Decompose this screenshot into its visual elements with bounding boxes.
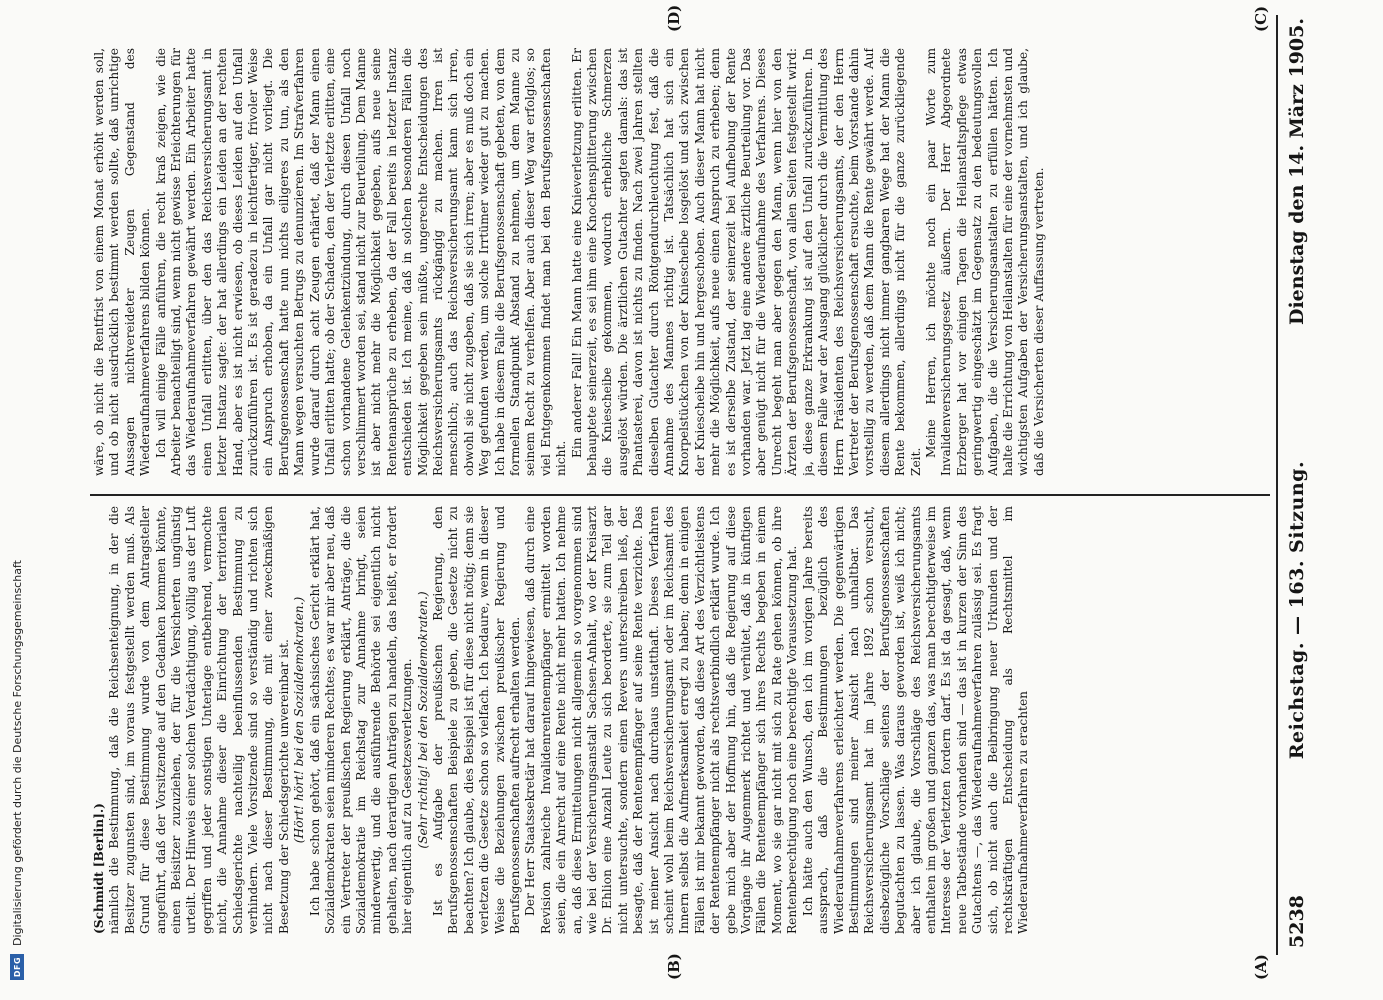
margin-letter-c: (C): [1252, 5, 1270, 32]
dfg-logo: DFG: [10, 954, 24, 980]
digitization-credit: [8, 20, 26, 980]
paragraph: Ein anderer Fall! Ein Mann hatte eine Knieverletzung erlitten. Er behauptete seinerzeit, es sei ihm eine Knochensplitterung zwischen die Kniescheibe gekommen, wodurch erhebliche Schmerzen ausgelöst würden. Die ärztlichen Gutachter sagten damals: das ist Phantasterei, davon ist nichts zu finden. Nach zwei Jahren stellten dieselben Gutachter durch Röntgendurchleuchtung fest, daß die Annahme des Mannes richtig ist. Tatsächlich hat sich ein Knorpelstückchen von der Kniescheibe losgelöst und sich zwischen der Kniescheibe hin und hergeschoben. Auch dieser Mann hat nicht mehr die Möglichkeit, aufs neue einen Anspruch zu erheben; denn es ist derselbe Zustand, der seinerzeit bei Aufhebung der Rente vorhanden war. Jetzt lag eine andere ärztliche Beurteilung vor. Das aber genügt nicht für die Wiederaufnahme des Verfahrens. Dieses Unrecht begeht man aber gegen den Mann, wenn hier von den Ärzten der Berufsgenossenschaft, von allen Seiten festgestellt wird: ja, diese ganze Erkrankung ist auf den Unfall zurückzuführen. In diesem Falle war der Ausgang glücklicher durch die Vermittlung des Herrn Präsidenten des Reichsversicherungsamts, der den Herrn Vertreter der Berufsgenossenschaft ersuchte, beim Vorstande dahin vorstellig zu werden, daß dem Mann die Rente gewährt werde. Auf diesem allerdings nicht immer gangbaren Wege hat der Mann die Rente bekommen, allerdings nicht für die ganze zurückliegende Zeit.: [569, 48, 923, 476]
paragraph: wäre, ob nicht die Rentfrist von einem Monat erhöht werden soll, und ob nicht ausdrücklich bestimmt werden sollte, daß unrichtige Aussagen nichtvereideter Zeugen Gegenstand des Wiederaufnahmeverfahrens bilden können.: [92, 48, 153, 476]
speaker-tag: (Schmidt [Berlin].): [92, 803, 106, 934]
paragraph: Ich habe schon gehört, daß ein sächsisches Gericht erklärt hat, Sozialdemokraten seien minderen Rechtes; es war mir aber neu, daß ein Vertreter der preußischen Regierung erklärt, Anträge, die die Sozialdemokratie im Reichstag zur Annahme bringt, seien minderwertig, und die ausführende Behörde sei eigentlich nicht gehalten, nach derartigen Anträgen zu handeln, das heißt, er fordert hier eigentlich auf zu Gesetzesverletzungen.: [307, 506, 415, 934]
page-number: 5238: [1286, 895, 1308, 948]
paragraph: Meine Herren, ich möchte noch ein paar Worte zum Invalidenversicherungsgesetz äußern. Der Herr Abgeordnete Erzberger hat vor einigen Tagen die Heilanstaltspflege etwas geringwertig eingeschätzt im Gegensatz zu den bedeutungsvollen Aufgaben, die die Versicherungsanstalten zu erfüllen hätten. Ich halte die Errichtung von Heilanstalten für eine der vornehmsten und wichtigsten Aufgaben der Versicherungsanstalten, und ich glaube, daß die Versicherten dieser Auffassung vertreten.: [923, 48, 1046, 476]
margin-letter-a: (A): [1252, 954, 1270, 980]
column-divider: [90, 494, 1270, 496]
text-column-second: [92, 48, 1270, 476]
session-title: Reichstag. — 163. Sitzung.: [1286, 460, 1308, 760]
session-date: Dienstag den 14. März 1905.: [1286, 18, 1308, 326]
credit-text: Digitalisierung gefördert durch die Deutsche Forschungsgemeinschaft: [10, 560, 24, 946]
header-rule: [1276, 15, 1278, 955]
paragraph: Der Herr Staatssekretär hat darauf hingewiesen, daß durch eine Revision zahlreiche Invalidenrentenempfänger ermittelt worden seien, die ein Anrecht auf eine Rente nicht mehr hatten. Ich nehme an, daß diese Ermittelungen nicht allgemein so vorgenommen sind wie bei der Versicherungsanstalt Sachsen-Anhalt, wo der Kreisarzt Dr. Ehlion eine Anzahl Leute zu sich beorderte, sie zum Teil gar nicht untersuchte, sondern einen Revers unterschreiben ließ, der besagte, daß der Rentenempfänger auf seine Rente verzichte. Das ist meiner Ansicht nach durchaus unstatthaft. Dieses Verfahren scheint wohl beim Reichsversicherungsamt oder im Reichsamt des Innern selbst die Aufmerksamkeit erregt zu haben; denn in einigen Fällen ist mir bekannt geworden, daß diese Art des Verzichtleistens der Rentenempfänger nicht als rechtsverbindlich erklärt wurde. Ich gebe mich aber der Hoffnung hin, daß die Regierung auf diese Vorgänge ihr Augenmerk richtet und verhütet, daß in künftigen Fällen die Rentenempfänger sich ihres Rechts begeben in einem Moment, wo sie gar nicht mit sich zu Rate gehen können, ob ihre Rentenberechtigung noch eine berechtigte Voraussetzung hat.: [523, 506, 800, 934]
paragraph: Ich hätte auch den Wunsch, den ich im vorigen Jahre bereits aussprach, daß die Bestimmungen bezüglich des Wiederaufnahmeverfahrens erleichtert werden. Die gegenwärtigen Bestimmungen sind meiner Ansicht nach unhaltbar. Das Reichsversicherungsamt hat im Jahre 1892 schon versucht, diesbezügliche Vorschläge seitens der Berufsgenossenschaften begutachten zu lassen. Was daraus geworden ist, weiß ich nicht; aber ich glaube, die Vorschläge des Reichsversicherungsamts enthalten im großen und ganzen das, was man berechtigterweise im Interesse der Verletzten fordern darf. Es ist da gesagt, daß, wenn neue Tatbestände vorhanden sind — das ist in kurzen der Sinn des Gutachtens —, das Wiederaufnahmeverfahren zulässig sei. Es fragt sich, ob nicht auch die Beibringung neuer Urkunden und der rechtskräftigen Entscheidung als Rechtsmittel im Wiederaufnahmeverfahren zu erachten: [800, 506, 1031, 934]
paragraph: nämlich die Bestimmung, daß die Reichsenteignung, in der die Besitzer zugunsten sind, im voraus festgestellt werden muß. Als Grund für diese Bestimmung wurde von dem Antragsteller angeführt, daß der Vorsitzende auf den Gedanken kommen könnte, einen Beisitzer zuzuziehen, der für die Versicherten ungünstig urteilt. Der Hinweis einer solchen Verdächtigung, völlig aus der Luft gegriffen und jeder sonstigen Unterlage entbehrend, vermochte nicht, die Annahme dieser die Einrichtung der territorialen Schiedsgerichte nachteilig beeinflussenden Bestimmung zu verhindern. Viele Vorsitzende sind so verständig und richten sich nicht nach dieser Bestimmung, die mit einer zweckmäßigen Besetzung der Schiedsgerichte unvereinbar ist.: [107, 506, 291, 934]
stage-direction: (Hört! hört! bei den Sozialdemokraten.): [292, 596, 307, 844]
stage-direction: (Sehr richtig! bei den Sozialdemokraten.): [415, 591, 430, 849]
paragraph: Ich will einige Fälle anführen, die recht kraß zeigen, wie die Arbeiter benachteiligt sind, wenn nicht gewisse Erleichterungen für das Wiederaufnahmeverfahren gewährt werden. Ein Arbeiter hatte einen Unfall erlitten, über den das Reichsversicherungsamt in letzter Instanz sagte: der hat allerdings ein Leiden an der rechten Hand, aber es ist nicht erwiesen, ob dieses Leiden auf den Unfall zurückzuführen ist. Es ist geradezu in leichtfertiger, frivoler Weise ein Anspruch erhoben, da ein Unfall gar nicht vorliegt. Die Berufsgenossenschaft hatte nun nichts eiligeres zu tun, als den Mann wegen versuchten Betrugs zu denunzieren. Im Strafverfahren wurde darauf durch acht Zeugen erhärtet, daß der Mann einen Unfall erlitten hatte; ob der Schaden, den der Verletzte erlitten, eine schon vorhandene Gelenkentzündung, durch diesen Unfall noch verschlimmert worden sei, stand nicht zur Beurteilung. Dem Manne ist aber nicht mehr die Möglichkeit gegeben, aufs neue seine Rentenansprüche zu erheben, da der Fall bereits in letzter Instanz entschieden ist. Ich meine, daß in solchen besonderen Fällen die Möglichkeit gegeben sein müßte, ungerechte Entscheidungen des Reichsversicherungsamts rückgängig zu machen. Irren ist menschlich; auch das Reichsversicherungsamt kann sich irren, obwohl sie nicht zugeben, daß sie sich irren; aber es muß doch ein Weg gefunden werden, um solche Irrtümer wieder gut zu machen. Ich habe in diesem Falle die Berufsgenossenschaft gebeten, von dem formellen Standpunkt Abstand zu nehmen, um dem Manne zu seinem Recht zu verhelfen. Aber auch dieser Weg war erfolglos; so viel Entgegenkommen findet man bei den Berufsgenossenschaften nicht.: [153, 48, 569, 476]
margin-letter-b: (B): [665, 953, 683, 980]
text-column-first: [92, 506, 1270, 934]
paragraph: Ist es Aufgabe der preußischen Regierung, den Berufsgenossenschaften Beispiele zu geben, die Gesetze nicht zu beachten? Ich glaube, dies Beispiel ist für diese nicht nötig; denn sie verletzen die Gesetze schon so vielfach. Ich bedaure, wenn in dieser Weise die Beziehungen zwischen preußischer Regierung und Berufsgenossenschaften aufrecht erhalten werden.: [430, 506, 522, 934]
page-header: [1282, 18, 1312, 948]
margin-letter-d: (D): [665, 4, 683, 32]
